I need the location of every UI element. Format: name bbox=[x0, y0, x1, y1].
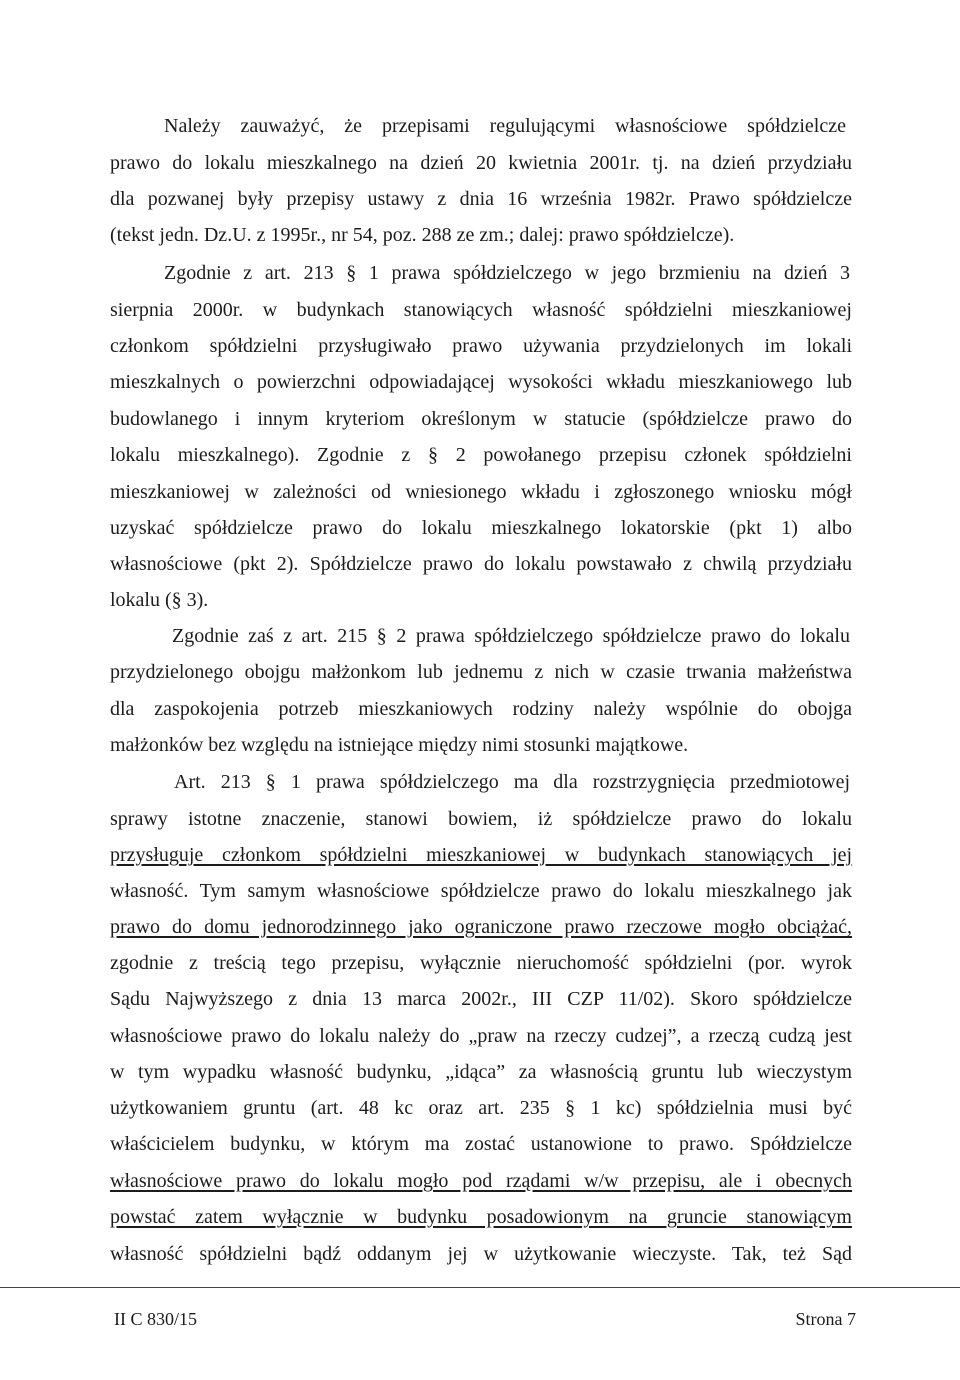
text-line: właścicielem budynku, w którym ma zostać ustanowione to prawo. Spółdzielcze bbox=[110, 1133, 852, 1155]
text-line: własność. Tym samym własnościowe spółdzielcze prawo do lokalu mieszkalnego jak bbox=[110, 880, 852, 902]
text-line: małżonków bez względu na istniejące między nimi stosunki majątkowe. bbox=[110, 734, 689, 756]
text-line: lokalu (§ 3). bbox=[110, 589, 209, 611]
text-line: sprawy istotne znaczenie, stanowi bowiem, iż spółdzielcze prawo do lokalu bbox=[110, 808, 852, 830]
text-line: dla pozwanej były przepisy ustawy z dnia 16 września 1982r. Prawo spółdzielcze bbox=[110, 188, 852, 210]
text-line: prawo do domu jednorodzinnego jako ograniczone prawo rzeczowe mogło obciążać, bbox=[110, 916, 852, 938]
text-line: uzyskać spółdzielcze prawo do lokalu mieszkalnego lokatorskie (pkt 1) albo bbox=[110, 517, 852, 539]
text-line: mieszkaniowej w zależności od wniesionego wkładu i zgłoszonego wniosku mógł bbox=[110, 481, 852, 503]
text-line: własność spółdzielni bądź oddanym jej w użytkowanie wieczyste. Tak, też Sąd bbox=[110, 1243, 852, 1265]
case-number: II C 830/15 bbox=[114, 1309, 197, 1329]
text-line: przydzielonego obojgu małżonkom lub jednemu z nich w czasie trwania małżeństwa bbox=[110, 661, 852, 683]
text-line: użytkowaniem gruntu (art. 48 kc oraz art. 235 § 1 kc) spółdzielnia musi być bbox=[110, 1097, 852, 1119]
text-line: własnościowe prawo do lokalu należy do „praw na rzeczy cudzej”, a rzeczą cudzą jest bbox=[110, 1025, 852, 1047]
text-line: Art. 213 § 1 prawa spółdzielczego ma dla rozstrzygnięcia przedmiotowej bbox=[174, 771, 850, 793]
text-line: budowlanego i innym kryteriom określonym w statucie (spółdzielcze prawo do bbox=[110, 408, 852, 430]
text-line: przysługuje członkom spółdzielni mieszkaniowej w budynkach stanowiących jej bbox=[110, 844, 852, 866]
text-line: własnościowe prawo do lokalu mogło pod rządami w/w przepisu, ale i obecnych bbox=[110, 1170, 852, 1192]
text-line: członkom spółdzielni przysługiwało prawo używania przydzielonych im lokali bbox=[110, 335, 852, 357]
text-line: Zgodnie z art. 213 § 1 prawa spółdzielczego w jego brzmieniu na dzień 3 bbox=[164, 262, 850, 284]
text-line: dla zaspokojenia potrzeb mieszkaniowych rodziny należy wspólnie do obojga bbox=[110, 698, 852, 720]
text-line: mieszkalnych o powierzchni odpowiadającej wysokości wkładu mieszkaniowego lub bbox=[110, 371, 852, 393]
text-line: własnościowe (pkt 2). Spółdzielcze prawo do lokalu powstawało z chwilą przydziału bbox=[110, 553, 852, 575]
text-line: lokalu mieszkalnego). Zgodnie z § 2 powołanego przepisu członek spółdzielni bbox=[110, 444, 852, 466]
text-line: Sądu Najwyższego z dnia 13 marca 2002r., III CZP 11/02). Skoro spółdzielcze bbox=[110, 988, 852, 1010]
text-line: Zgodnie zaś z art. 215 § 2 prawa spółdzielczego spółdzielcze prawo do lokalu bbox=[172, 625, 850, 647]
text-line: w tym wypadku własność budynku, „idąca” za własnością gruntu lub wieczystym bbox=[110, 1061, 852, 1083]
text-segment: sierpnia 2000r. w budynkach stanowiących własność spółdzielni mieszkaniowej bbox=[110, 299, 852, 321]
text-line: (tekst jedn. Dz.U. z 1995r., nr 54, poz. 288 ze zm.; dalej: prawo spółdzielcze). bbox=[110, 224, 735, 246]
text-line: powstać zatem wyłącznie w budynku posadowionym na gruncie stanowiącym bbox=[110, 1206, 852, 1228]
text-line: Należy zauważyć, że przepisami regulującymi własnościowe spółdzielcze bbox=[164, 115, 846, 137]
text-line: prawo do lokalu mieszkalnego na dzień 20 kwietnia 2001r. tj. na dzień przydziału bbox=[110, 152, 852, 174]
footer-divider bbox=[0, 1287, 960, 1288]
text-line bbox=[110, 297, 852, 323]
page-number: Strona 7 bbox=[795, 1309, 856, 1329]
text-line: zgodnie z treścią tego przepisu, wyłącznie nieruchomość spółdzielni (por. wyrok bbox=[110, 952, 852, 974]
